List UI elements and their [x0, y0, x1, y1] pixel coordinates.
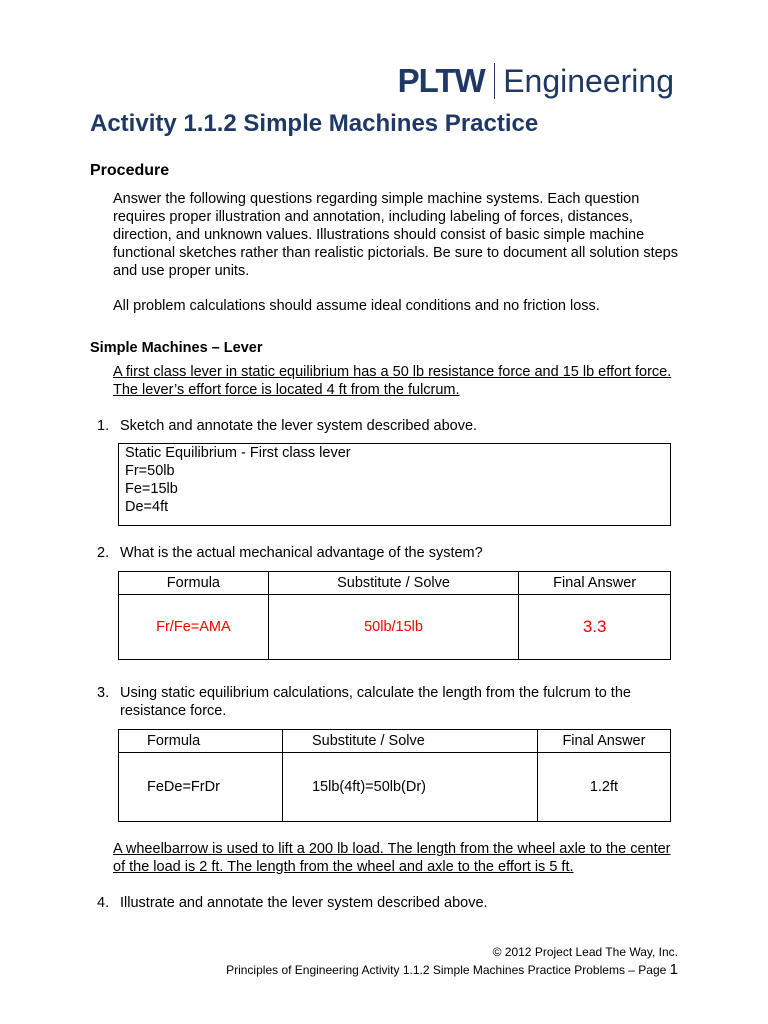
question-number: 1. [97, 418, 110, 434]
table-header-formula: Formula [119, 572, 269, 595]
table-header-solve: Substitute / Solve [282, 730, 537, 753]
pltw-engineering-logo [398, 62, 674, 100]
answer-line: Static Equilibrium - First class lever [125, 445, 351, 461]
page-title: Activity 1.1.2 Simple Machines Practice [90, 110, 539, 137]
section-heading-lever: Simple Machines – Lever [90, 340, 263, 356]
question-number: 3. [97, 685, 110, 701]
wheelbarrow-scenario: A wheelbarrow is used to lift a 200 lb load. The length from the wheel axle to the center of the load is 2 ft. The length from the wheel and axle to the effort is 5 ft. [113, 841, 671, 875]
question-2 [97, 544, 677, 562]
formula-cell[interactable]: Fr/Fe=AMA [119, 595, 269, 660]
procedure-heading: Procedure [90, 162, 170, 179]
table-header-solve: Substitute / Solve [268, 572, 518, 595]
logo-brand: PLTW [397, 62, 485, 99]
table-header-formula: Formula [119, 730, 283, 753]
answer-box-1[interactable] [118, 443, 671, 526]
answer-line: Fr=50lb [125, 463, 175, 479]
page-number: 1 [669, 961, 678, 978]
question-text: What is the actual mechanical advantage of the system? [120, 545, 483, 561]
question-4 [97, 894, 677, 912]
question-text: Sketch and annotate the lever system described above. [120, 418, 478, 434]
question-text: Using static equilibrium calculations, calculate the length from the fulcrum to the resistance force. [120, 685, 631, 719]
question-number: 2. [97, 545, 110, 561]
answer-line: Fe=15lb [125, 481, 178, 497]
table-header-answer: Final Answer [537, 730, 670, 753]
table-header-answer: Final Answer [519, 572, 671, 595]
footer-copyright: © 2012 Project Lead The Way, Inc. [492, 945, 678, 959]
procedure-paragraph-2: All problem calculations should assume ideal conditions and no friction loss. [113, 298, 600, 314]
question-1 [97, 417, 677, 435]
question-number: 4. [97, 895, 110, 911]
question-3 [97, 684, 677, 720]
logo-divider [494, 63, 496, 99]
footer-course-line [226, 961, 678, 978]
answer-table-3 [118, 729, 671, 822]
solve-cell[interactable]: 50lb/15lb [268, 595, 518, 660]
logo-division: Engineering [503, 62, 674, 99]
footer-course-text: Principles of Engineering Activity 1.1.2 Simple Machines Practice Problems – Page [226, 963, 670, 977]
final-answer-cell[interactable]: 3.3 [519, 595, 671, 660]
formula-cell[interactable]: FeDe=FrDr [119, 753, 283, 822]
procedure-paragraph-1: Answer the following questions regarding simple machine systems. Each question requires proper illustration and annotation, including labeling of forces, distances, direction, and unknown values. Illustrations should consist of basic simple machine functional sketches rather than realistic pictorials. Be sure to document all solution steps and use proper units. [113, 191, 678, 279]
lever-scenario: A first class lever in static equilibrium has a 50 lb resistance force and 15 lb effort force. The lever’s effort force is located 4 ft from the fulcrum. [113, 364, 672, 398]
question-text: Illustrate and annotate the lever system described above. [120, 895, 488, 911]
answer-line: De=4ft [125, 499, 169, 515]
answer-table-2 [118, 571, 671, 660]
final-answer-cell[interactable]: 1.2ft [537, 753, 670, 822]
solve-cell[interactable]: 15lb(4ft)=50lb(Dr) [282, 753, 537, 822]
